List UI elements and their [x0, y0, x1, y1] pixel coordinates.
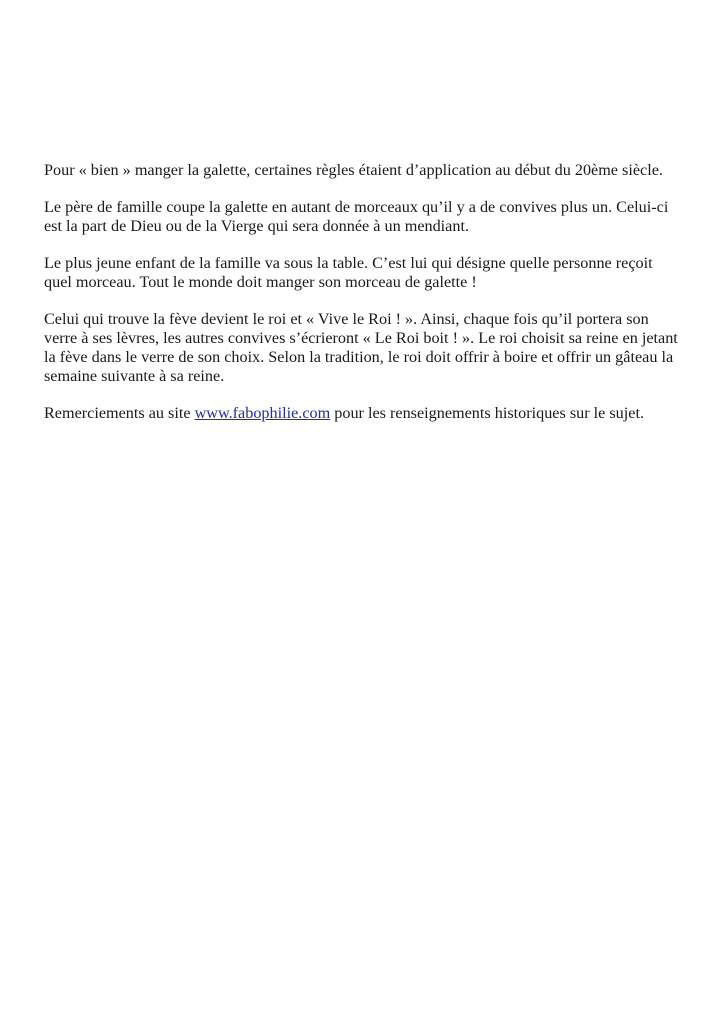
- document-body: [44, 161, 684, 441]
- paragraph-credits: [44, 404, 684, 423]
- paragraph-youngest-child: Le plus jeune enfant de la famille va sous la table. C’est lui qui désigne quelle personne reçoit quel morceau. Tout le monde doit manger son morceau de galette !: [44, 254, 653, 291]
- paragraph-intro: Pour « bien » manger la galette, certaines règles étaient d’application au début du 20ème siècle.: [44, 161, 663, 179]
- credits-suffix: pour les renseignements historiques sur le sujet.: [330, 404, 645, 422]
- paragraph-king-bean: Celui qui trouve la fève devient le roi et « Vive le Roi ! ». Ainsi, chaque fois qu’il portera son verre à ses lèvres, les autres convives s’écrieront « Le Roi boit ! ». Le roi choisit sa reine en jetant la fève dans le verre de son choix. Selon la tradition, le roi doit offrir à boire et offrir un gâteau la semaine suivante à sa reine.: [44, 310, 678, 385]
- fabophilie-link[interactable]: www.fabophilie.com: [194, 404, 331, 422]
- credits-prefix: Remerciements au site: [44, 404, 195, 422]
- paragraph-father-cuts: Le père de famille coupe la galette en autant de morceaux qu’il y a de convives plus un. Celui-ci est la part de Dieu ou de la Vierge qui sera donnée à un mendiant.: [44, 198, 669, 235]
